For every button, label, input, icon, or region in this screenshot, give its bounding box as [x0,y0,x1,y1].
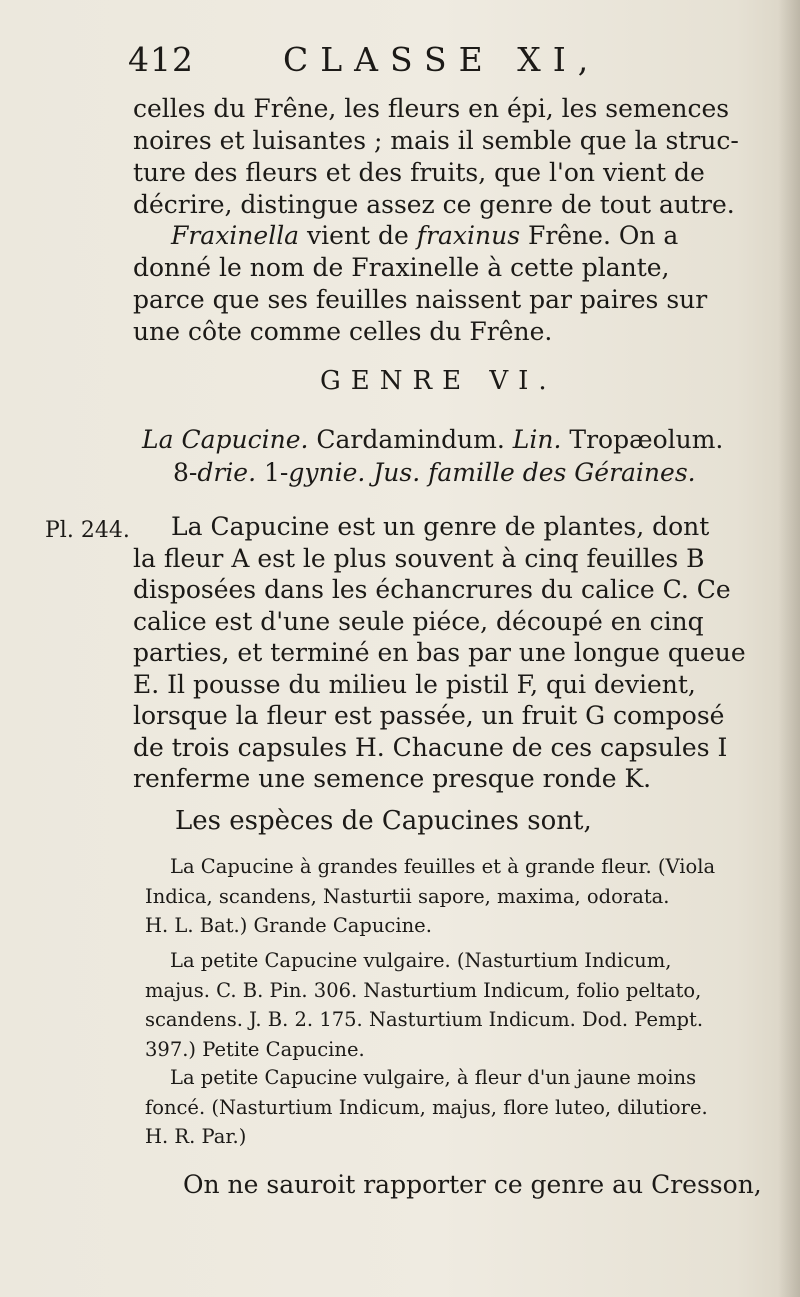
text-line: donné le nom de Fraxinelle à cette plante, [133,253,670,282]
text-line [133,220,773,252]
text-line: foncé. (Nasturtium Indicum, majus, flore luteo, dilutiore. [145,1095,708,1119]
italic-term: fraxinus [416,221,521,250]
text-line: disposées dans les échancrures du calice C. Ce [133,575,731,604]
text-line: parce que ses feuilles naissent par paires sur [133,285,708,314]
text-line [142,456,782,489]
page-number: 412 [128,40,194,79]
text-run: Cardamindum. [308,425,513,454]
text-run: 8- [173,458,198,487]
italic-term: La Capucine. [142,425,309,454]
genre-header [142,423,782,489]
text-line: lorsque la fleur est passée, un fruit G composé [133,701,725,730]
italic-term: Lin. [512,425,562,454]
text-line: 397.) Petite Capucine. [145,1037,365,1061]
text-line: H. R. Par.) [145,1125,247,1148]
species-entry [145,946,770,1064]
text-run: 1- [256,458,289,487]
italic-term: gynie. Jus. famille des Géraines. [288,458,696,487]
text-line: parties, et terminé en bas par une longue queue [133,638,746,667]
text-run: Frêne. On a [520,221,679,250]
text-line: calice est d'une seule piéce, découpé en cinq [133,606,704,636]
intro-paragraph [133,93,773,221]
text-line: E. Il pousse du milieu le pistil F, qui devient, [133,669,696,699]
text-line: renferme une semence presque ronde K. [133,764,652,793]
text-line [142,423,782,456]
text-run: Tropæolum. [561,425,724,454]
text-line: ture des fleurs et des fruits, que l'on vient de [133,158,705,187]
text-line: La Capucine est un genre de plantes, dont [171,512,710,541]
closing-line: On ne sauroit rapporter ce genre au Cresson, [183,1170,762,1199]
page-header [128,40,768,90]
text-line: de trois capsules H. Chacune de ces capsules I [133,732,728,762]
species-entry [145,852,770,941]
italic-term: drie. [197,458,257,487]
running-head: CLASSE XI, [283,40,601,79]
text-run: vient de [299,221,417,250]
text-line: La Capucine à grandes feuilles et à grande fleur. (Viola [170,855,716,878]
text-line: La petite Capucine vulgaire. (Nasturtium Indicum, [170,949,672,972]
fraxinella-paragraph [133,220,773,348]
text-line: La petite Capucine vulgaire, à fleur d'un jaune moins [170,1066,697,1089]
text-line: noires et luisantes ; mais il semble que la struc- [133,126,739,155]
text-line: H. L. Bat.) Grande Capucine. [145,914,432,937]
text-line: une côte comme celles du Frêne. [133,317,553,346]
text-line: décrire, distingue assez ce genre de tout autre. [133,190,735,219]
text-line: Indica, scandens, Nasturtii sapore, maxima, odorata. [145,884,670,908]
description-paragraph [133,511,773,795]
text-line: majus. C. B. Pin. 306. Nasturtium Indicum, folio peltato, [145,978,702,1002]
genre-title: GENRE VI. [320,366,557,396]
species-entry [145,1063,770,1152]
italic-term: Fraxinella [171,221,300,250]
text-line: celles du Frêne, les fleurs en épi, les semences [133,94,730,123]
text-line: la fleur A est le plus souvent à cinq feuilles B [133,543,705,573]
species-heading: Les espèces de Capucines sont, [175,806,592,836]
plate-reference: Pl. 244. [45,518,130,543]
text-line: scandens. J. B. 2. 175. Nasturtium Indicum. Dod. Pempt. [145,1008,704,1031]
